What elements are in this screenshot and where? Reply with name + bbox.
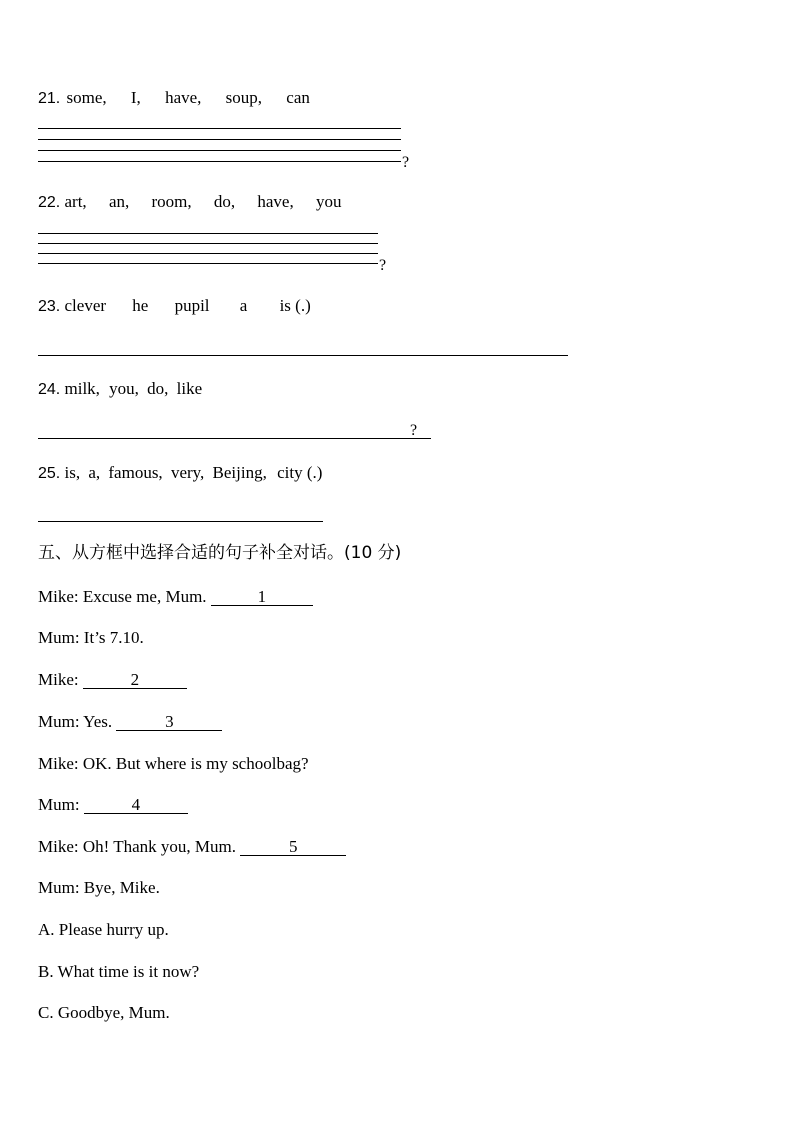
word: you, bbox=[109, 379, 139, 398]
question-number: 25. bbox=[38, 465, 61, 482]
dialogue-line bbox=[38, 878, 160, 898]
answer-line bbox=[38, 243, 378, 244]
word: pupil bbox=[174, 296, 210, 315]
answer-line bbox=[38, 438, 431, 439]
word: like bbox=[176, 379, 203, 398]
word: have, bbox=[165, 88, 202, 107]
word: do, bbox=[147, 379, 169, 398]
dialogue-line bbox=[38, 628, 144, 648]
question-25 bbox=[38, 463, 322, 484]
dialogue-line bbox=[38, 754, 309, 774]
answer-line bbox=[38, 263, 378, 264]
dialogue-text: Mike: bbox=[38, 670, 83, 689]
word: a, bbox=[88, 463, 101, 482]
dialogue-text: Mum: Yes. bbox=[38, 712, 117, 731]
word: an, bbox=[108, 192, 130, 211]
answer-blank[interactable]: 4 bbox=[84, 796, 188, 814]
question-22 bbox=[38, 192, 341, 213]
word: room, bbox=[151, 192, 192, 211]
answer-line bbox=[38, 253, 378, 254]
word: you bbox=[315, 192, 342, 211]
dialogue-line bbox=[38, 795, 188, 815]
word: famous, bbox=[108, 463, 163, 482]
dialogue-text: Mum: Bye, Mike. bbox=[38, 878, 160, 897]
word: I, bbox=[130, 88, 141, 107]
question-mark: ? bbox=[402, 154, 410, 171]
word: a bbox=[239, 296, 248, 315]
question-number: 22. bbox=[38, 194, 61, 211]
answer-line bbox=[38, 521, 323, 522]
answer-line bbox=[38, 139, 401, 140]
word: can bbox=[286, 88, 310, 107]
word: is (.) bbox=[279, 296, 311, 315]
section-heading: 五、从方框中选择合适的句子补全对话。(10 分) bbox=[38, 543, 402, 563]
question-number: 21. bbox=[38, 90, 61, 107]
answer-blank[interactable]: 2 bbox=[83, 671, 187, 689]
answer-line bbox=[38, 150, 401, 151]
option-b: B. What time is it now? bbox=[38, 962, 200, 981]
answer-blank[interactable]: 5 bbox=[240, 838, 346, 856]
option-c: C. Goodbye, Mum. bbox=[38, 1003, 170, 1022]
dialogue-line bbox=[38, 837, 346, 857]
answer-blank[interactable]: 3 bbox=[116, 713, 222, 731]
word: have, bbox=[257, 192, 294, 211]
question-24 bbox=[38, 379, 202, 400]
answer-line bbox=[38, 161, 401, 162]
word: some, bbox=[66, 88, 107, 107]
dialogue-text: Mike: Oh! Thank you, Mum. bbox=[38, 837, 241, 856]
dialogue-line bbox=[38, 587, 313, 607]
dialogue-text: Mike: OK. But where is my schoolbag? bbox=[38, 754, 309, 773]
question-23 bbox=[38, 296, 311, 317]
answer-line bbox=[38, 128, 401, 129]
question-mark: ? bbox=[410, 422, 418, 439]
dialogue-text: Mum: It’s 7.10. bbox=[38, 628, 144, 647]
answer-line bbox=[38, 233, 378, 234]
word: soup, bbox=[225, 88, 263, 107]
dialogue-line bbox=[38, 670, 187, 690]
question-mark: ? bbox=[379, 257, 387, 274]
word: he bbox=[132, 296, 149, 315]
word: clever bbox=[64, 296, 107, 315]
answer-blank[interactable]: 1 bbox=[211, 588, 313, 606]
word: very, bbox=[170, 463, 205, 482]
option-a: A. Please hurry up. bbox=[38, 920, 169, 939]
answer-line bbox=[38, 355, 568, 356]
dialogue-line bbox=[38, 712, 222, 732]
dialogue-text: Mike: Excuse me, Mum. bbox=[38, 587, 211, 606]
word: Beijing, bbox=[212, 463, 267, 482]
dialogue-text: Mum: bbox=[38, 795, 84, 814]
word: do, bbox=[213, 192, 236, 211]
question-number: 24. bbox=[38, 381, 61, 398]
word: milk, bbox=[64, 379, 100, 398]
word: city (.) bbox=[277, 463, 323, 482]
question-number: 23. bbox=[38, 298, 61, 315]
word: is, bbox=[64, 463, 81, 482]
question-21 bbox=[38, 88, 310, 109]
word: art, bbox=[64, 192, 87, 211]
